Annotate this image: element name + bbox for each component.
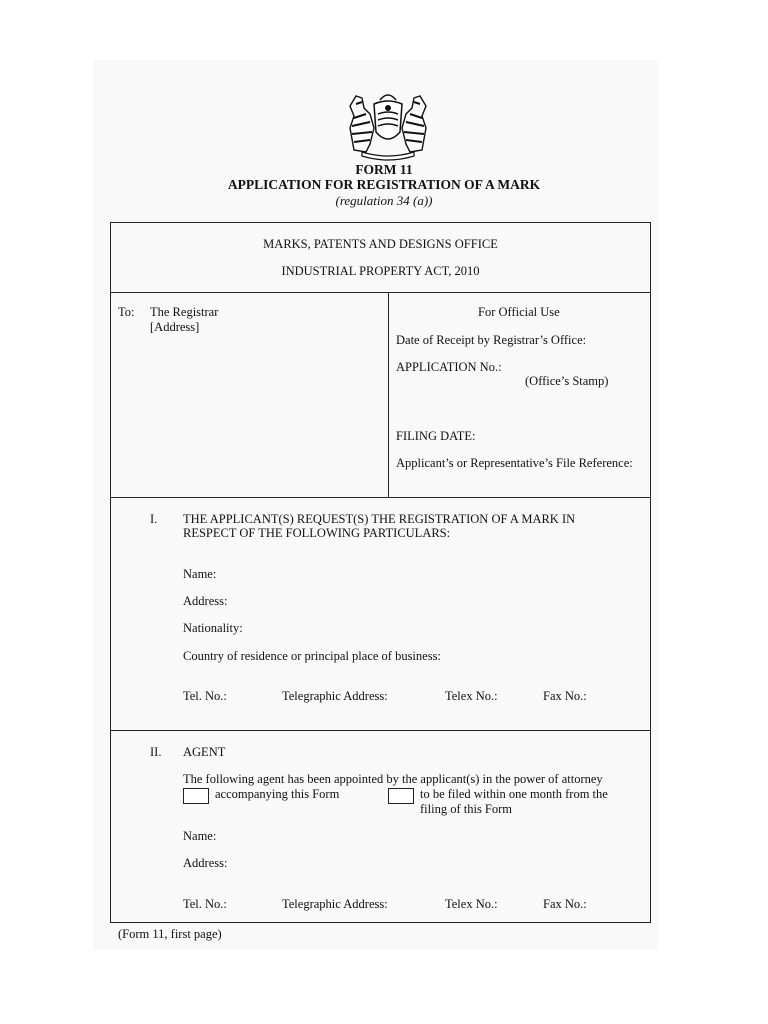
table-divider-2 <box>110 497 651 498</box>
applicant-fax-field: Fax No.: <box>543 689 587 703</box>
agent-telex-field: Telex No.: <box>445 897 498 911</box>
registrar-label: The Registrar <box>150 305 219 319</box>
applicant-telegraphic-field: Telegraphic Address: <box>282 689 388 703</box>
table-column-divider <box>388 292 389 497</box>
filing-date-field: FILING DATE: <box>396 429 476 443</box>
table-border-left <box>110 222 111 923</box>
agent-name-field: Name: <box>183 829 217 843</box>
table-border-top <box>110 222 651 223</box>
receipt-date-field: Date of Receipt by Registrar’s Office: <box>396 333 587 347</box>
attorney-accompanying-label: accompanying this Form <box>215 787 340 801</box>
applicant-country-field: Country of residence or principal place of business: <box>183 649 441 663</box>
official-use-heading: For Official Use <box>478 305 560 319</box>
office-stamp-label: (Office’s Stamp) <box>525 374 609 388</box>
attorney-later-label-line2: filing of this Form <box>420 802 513 816</box>
attorney-later-checkbox[interactable] <box>388 788 414 804</box>
page-footer-note: (Form 11, first page) <box>118 927 222 941</box>
to-label: To: <box>118 305 135 319</box>
file-reference-field: Applicant’s or Representative’s File Reference: <box>396 456 633 470</box>
form-title: APPLICATION FOR REGISTRATION OF A MARK <box>227 177 541 192</box>
table-border-bottom <box>110 922 651 923</box>
agent-telegraphic-field: Telegraphic Address: <box>282 897 388 911</box>
table-divider-3 <box>110 730 651 731</box>
applicant-nationality-field: Nationality: <box>183 621 243 635</box>
applicant-address-field: Address: <box>183 594 228 608</box>
table-divider-1 <box>110 292 651 293</box>
section1-heading-line2: RESPECT OF THE FOLLOWING PARTICULARS: <box>183 526 451 540</box>
applicant-telex-field: Telex No.: <box>445 689 498 703</box>
form-number: FORM 11 <box>355 162 413 177</box>
agent-address-field: Address: <box>183 856 228 870</box>
section1-numeral: I. <box>150 512 158 526</box>
attorney-later-label-line1: to be filed within one month from the <box>420 787 608 801</box>
section2-numeral: II. <box>150 745 162 759</box>
form-regulation: (regulation 34 (a)) <box>335 193 433 208</box>
agent-intro-text: The following agent has been appointed by the applicant(s) in the power of attorney <box>183 772 603 786</box>
registrar-address: [Address] <box>150 320 200 334</box>
agent-tel-field: Tel. No.: <box>183 897 227 911</box>
applicant-tel-field: Tel. No.: <box>183 689 227 703</box>
agent-fax-field: Fax No.: <box>543 897 587 911</box>
office-act: INDUSTRIAL PROPERTY ACT, 2010 <box>281 264 480 278</box>
coat-of-arms-icon <box>340 88 436 162</box>
applicant-name-field: Name: <box>183 567 217 581</box>
table-border-right <box>650 222 651 923</box>
office-name: MARKS, PATENTS AND DESIGNS OFFICE <box>263 237 498 251</box>
section1-heading-line1: THE APPLICANT(S) REQUEST(S) THE REGISTRATION OF A MARK IN <box>183 512 576 526</box>
section2-heading: AGENT <box>183 745 226 759</box>
application-number-field: APPLICATION No.: <box>396 360 502 374</box>
attorney-accompanying-checkbox[interactable] <box>183 788 209 804</box>
